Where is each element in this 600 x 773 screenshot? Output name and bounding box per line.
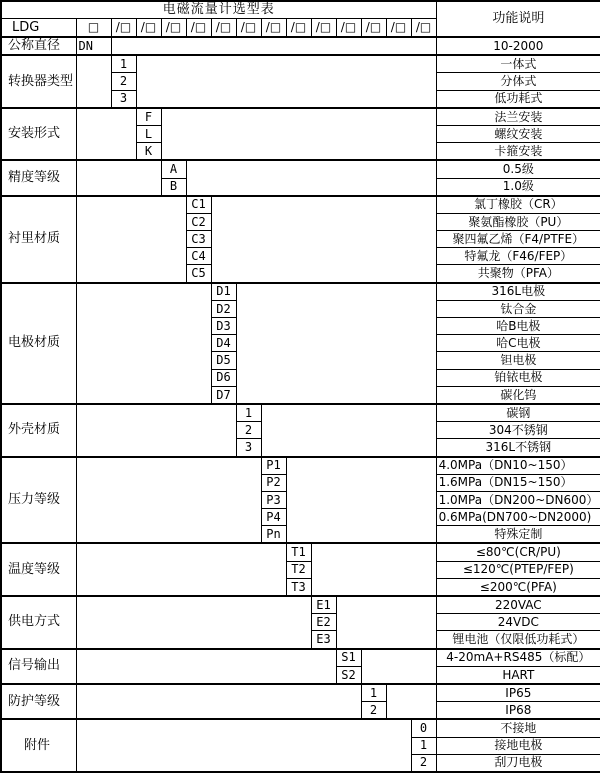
desc-cell: 220VAC [436,596,600,614]
desc-cell: IP65 [436,684,600,702]
code-cell: S1 [336,649,361,667]
model-box-9: /□ [311,19,336,38]
blank-cell [76,596,311,649]
desc-cell: 锂电池（仅限低功耗式） [436,631,600,649]
table-title: 电磁流量计选型表 [1,1,436,19]
section-label: 温度等级 [1,543,76,596]
code-cell: 1 [411,737,436,754]
desc-cell: 刮刀电极 [436,754,600,772]
blank-cell [286,457,436,544]
desc-cell: 316L不锈钢 [436,439,600,457]
desc-cell: 接地电极 [436,737,600,754]
code-cell: C5 [186,265,211,283]
section-label: 信号输出 [1,649,76,684]
desc-cell: 316L电极 [436,283,600,301]
model-prefix: LDG [1,19,76,38]
blank-cell [336,596,436,649]
blank-cell [211,196,436,283]
section-label: 转换器类型 [1,55,76,108]
table-row [1,684,600,702]
code-cell: 2 [111,73,136,90]
blank-cell [76,196,186,283]
code-cell: E2 [311,614,336,631]
model-box-5: /□ [211,19,236,38]
code-cell: D3 [211,318,236,335]
blank-cell [76,719,411,772]
code-cell: D4 [211,335,236,352]
code-cell: B [161,178,186,196]
blank-cell [361,649,436,684]
code-cell: T1 [286,543,311,561]
section-label: 防护等级 [1,684,76,719]
section-label: 压力等级 [1,457,76,544]
desc-cell: 特氟龙（F46/FEP） [436,248,600,265]
blank-cell [76,649,336,684]
blank-cell [76,108,136,161]
desc-cell: ≤200℃(PFA) [436,578,600,596]
blank-cell [161,108,436,161]
code-cell: C1 [186,196,211,214]
code-cell: E3 [311,631,336,649]
desc-cell: 4.0MPa（DN10~150） [436,457,600,475]
desc-cell: 螺纹安装 [436,125,600,142]
model-box-12: /□ [386,19,411,38]
blank-cell [76,684,361,719]
code-cell: E1 [311,596,336,614]
title-row [1,1,600,19]
model-box-13: /□ [411,19,436,38]
desc-cell: 铂铱电极 [436,369,600,386]
desc-cell: 碳化钨 [436,386,600,404]
code-cell: 3 [111,90,136,108]
blank-cell [186,160,436,195]
code-cell: D6 [211,369,236,386]
blank-cell [76,457,261,544]
code-cell: 2 [361,702,386,720]
desc-cell: 钛合金 [436,300,600,317]
model-box-7: /□ [261,19,286,38]
code-cell: P2 [261,474,286,491]
code-cell: S2 [336,666,361,684]
table-row [1,719,600,737]
desc-cell: 氯丁橡胶（CR） [436,196,600,214]
desc-cell: 不接地 [436,719,600,737]
code-cell: D2 [211,300,236,317]
code-cell: A [161,160,186,178]
model-box-8: /□ [286,19,311,38]
blank-cell [261,404,436,457]
code-cell: C2 [186,213,211,230]
code-cell: F [136,108,161,126]
desc-cell: HART [436,666,600,684]
table-row [1,108,600,126]
desc-cell: 哈C电极 [436,335,600,352]
desc-cell: 一体式 [436,55,600,73]
blank-cell [386,684,436,719]
code-cell: 1 [236,404,261,422]
section-label: 精度等级 [1,160,76,195]
model-box-1: /□ [111,19,136,38]
desc-cell: 0.6MPa(DN700~DN2000) [436,509,600,526]
desc-cell: 聚四氟乙烯（F4/PTFE） [436,231,600,248]
code-cell: P4 [261,509,286,526]
desc-cell: 304不锈钢 [436,422,600,439]
model-box-11: /□ [361,19,386,38]
table-row [1,649,600,667]
code-cell: 2 [236,422,261,439]
blank-cell [111,37,436,55]
desc-cell: 低功耗式 [436,90,600,108]
code-cell: T2 [286,561,311,578]
model-box-6: /□ [236,19,261,38]
desc-cell: 10-2000 [436,37,600,55]
code-cell: D7 [211,386,236,404]
desc-cell: 分体式 [436,73,600,90]
table-row [1,404,600,422]
desc-cell: 哈B电极 [436,318,600,335]
blank-cell [76,283,211,404]
section-label: 供电方式 [1,596,76,649]
desc-cell: 0.5级 [436,160,600,178]
blank-cell [76,543,286,596]
code-cell: C3 [186,231,211,248]
model-box-2: /□ [136,19,161,38]
blank-cell [76,55,111,108]
desc-cell: 1.6MPa（DN15~150） [436,474,600,491]
code-cell: P3 [261,491,286,508]
section-label: 安装形式 [1,108,76,161]
model-box-4: /□ [186,19,211,38]
code-cell: DN [76,37,111,55]
code-cell: 2 [411,754,436,772]
desc-cell: 法兰安装 [436,108,600,126]
code-cell: D5 [211,352,236,369]
section-label: 衬里材质 [1,196,76,283]
code-cell: T3 [286,578,311,596]
desc-cell: 1.0MPa（DN200~DN600） [436,491,600,508]
code-cell: K [136,143,161,161]
desc-cell: 卡箍安装 [436,143,600,161]
blank-cell [76,404,236,457]
desc-cell: ≤120℃(PTEP/FEP) [436,561,600,578]
desc-cell: 钽电极 [436,352,600,369]
code-cell: 3 [236,439,261,457]
table-row [1,55,600,73]
blank-cell [136,55,436,108]
desc-cell: 4-20mA+RS485（标配） [436,649,600,667]
code-cell: L [136,125,161,142]
table-row [1,543,600,561]
table-row [1,37,600,55]
section-label: 公称直径 [1,37,76,55]
model-box-3: /□ [161,19,186,38]
model-box-10: /□ [336,19,361,38]
section-label: 附件 [1,719,76,772]
desc-cell: 1.0级 [436,178,600,196]
table-row [1,160,600,178]
section-label: 外壳材质 [1,404,76,457]
blank-cell [76,160,161,195]
function-column-header: 功能说明 [436,1,600,37]
table-row [1,196,600,214]
table-row [1,596,600,614]
code-cell: P1 [261,457,286,475]
desc-cell: 特殊定制 [436,526,600,544]
table-row [1,283,600,301]
table-row [1,457,600,475]
code-cell: 0 [411,719,436,737]
section-label: 电极材质 [1,283,76,404]
code-cell: 1 [111,55,136,73]
code-cell: 1 [361,684,386,702]
blank-cell [311,543,436,596]
desc-cell: 聚氨酯橡胶（PU） [436,213,600,230]
code-cell: Pn [261,526,286,544]
code-cell: C4 [186,248,211,265]
desc-cell: 碳钢 [436,404,600,422]
desc-cell: 共聚物（PFA） [436,265,600,283]
desc-cell: ≤80℃(CR/PU) [436,543,600,561]
desc-cell: IP68 [436,702,600,720]
model-box-first: □ [76,19,111,38]
code-cell: D1 [211,283,236,301]
blank-cell [236,283,436,404]
desc-cell: 24VDC [436,614,600,631]
